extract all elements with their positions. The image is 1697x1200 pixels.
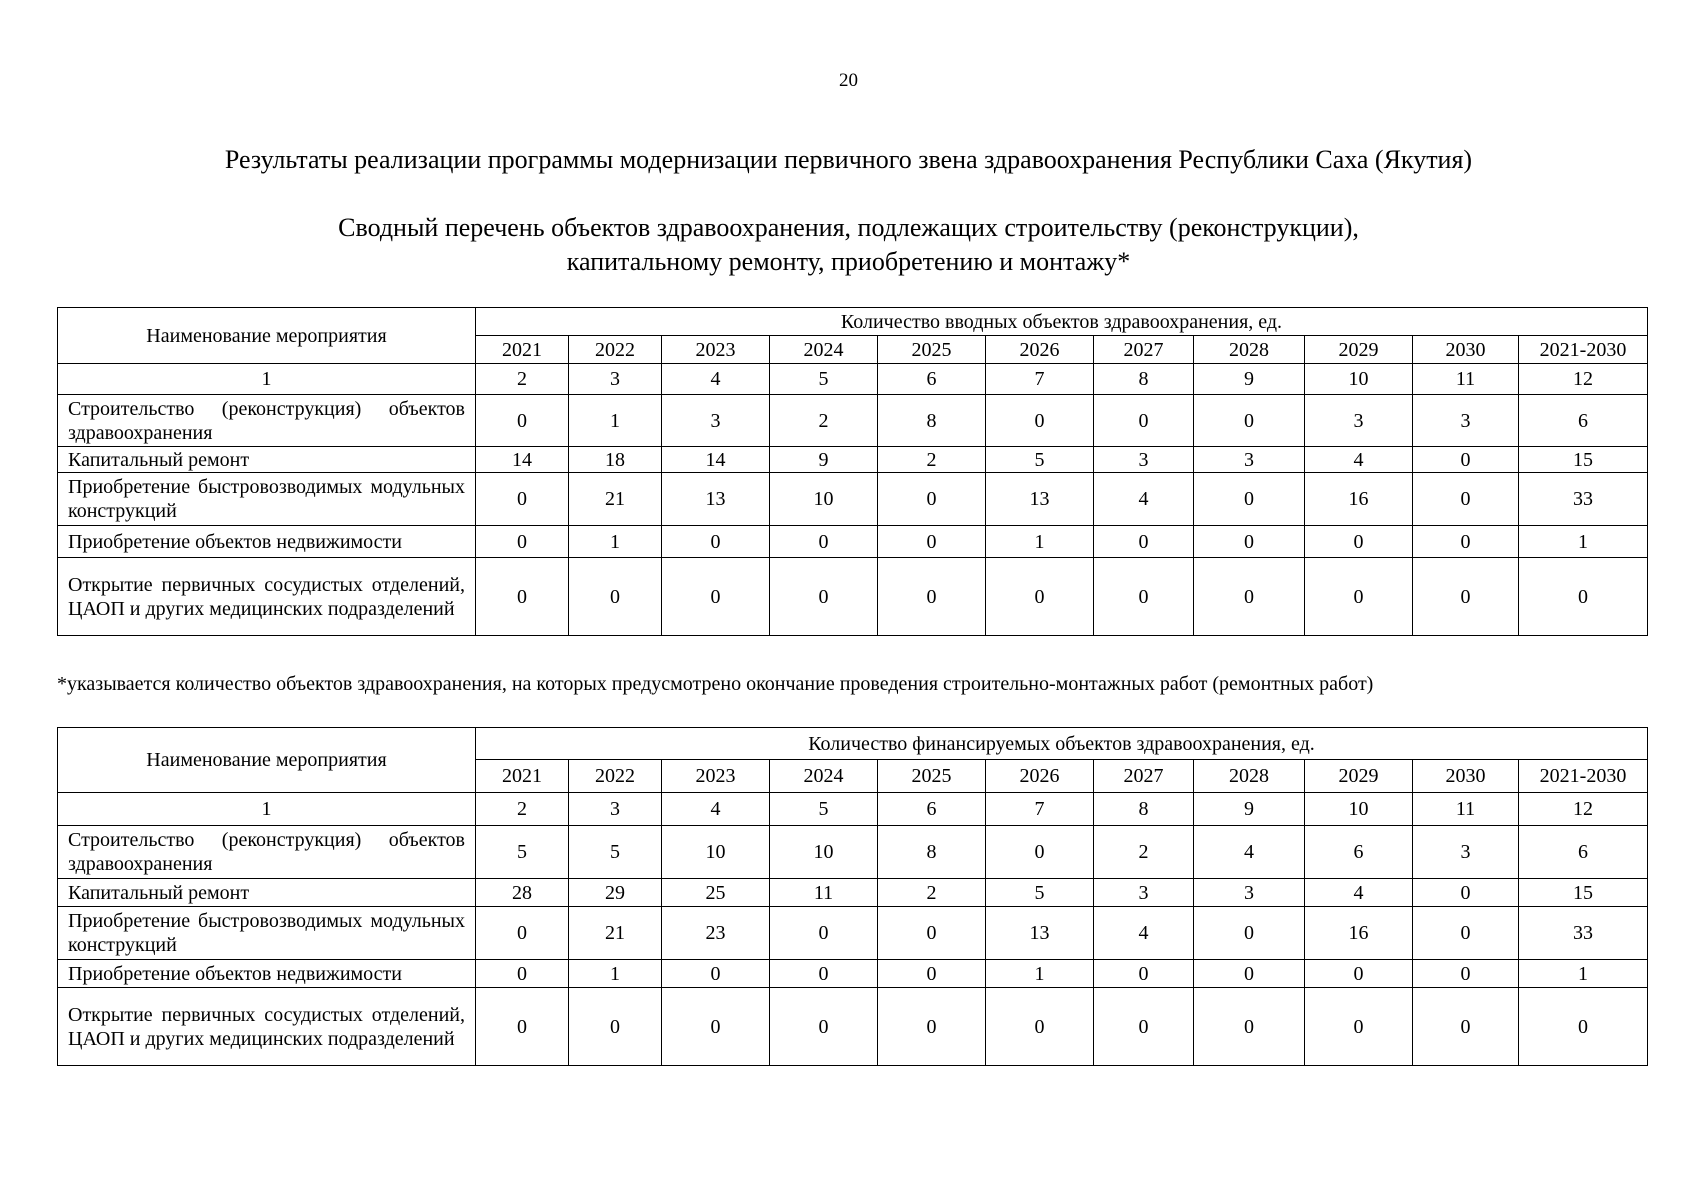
cell-value: 13 bbox=[986, 473, 1094, 526]
year-header: 2026 bbox=[986, 336, 1094, 364]
cell-value: 3 bbox=[1413, 826, 1519, 879]
cell-value: 0 bbox=[1094, 526, 1194, 558]
cell-value: 1 bbox=[1519, 960, 1648, 988]
footnote: *указывается количество объектов здравоохранения, на которых предусмотрено окончание проведения строительно-монтажных работ (ремонтных работ) bbox=[57, 673, 1374, 695]
cell-value: 0 bbox=[878, 558, 986, 636]
cell-value: 1 bbox=[1519, 526, 1648, 558]
year-header: 2025 bbox=[878, 336, 986, 364]
cell-value: 18 bbox=[569, 447, 662, 473]
subtitle-line-1: Сводный перечень объектов здравоохранения, подлежащих строительству (реконструкции), bbox=[338, 213, 1359, 242]
cell-value: 23 bbox=[662, 907, 770, 960]
cell-value: 0 bbox=[476, 473, 569, 526]
cell-value: 0 bbox=[986, 558, 1094, 636]
cell-value: 5 bbox=[476, 826, 569, 879]
column-number: 1 bbox=[58, 364, 476, 395]
cell-value: 0 bbox=[1094, 558, 1194, 636]
cell-value: 0 bbox=[1305, 960, 1413, 988]
table-row bbox=[58, 526, 1648, 558]
year-header: 2026 bbox=[986, 760, 1094, 793]
year-header: 2025 bbox=[878, 760, 986, 793]
cell-value: 0 bbox=[1194, 960, 1305, 988]
cell-value: 25 bbox=[662, 879, 770, 907]
cell-value: 0 bbox=[569, 988, 662, 1066]
cell-value: 0 bbox=[662, 960, 770, 988]
year-header: 2028 bbox=[1194, 336, 1305, 364]
cell-value: 2 bbox=[770, 395, 878, 447]
row-name: Открытие первичных сосудистых отделений, ЦАОП и других медицинских подразделений bbox=[58, 988, 476, 1066]
cell-value: 13 bbox=[986, 907, 1094, 960]
cell-value: 0 bbox=[1413, 473, 1519, 526]
cell-value: 0 bbox=[662, 558, 770, 636]
cell-value: 1 bbox=[569, 395, 662, 447]
cell-value: 3 bbox=[1094, 447, 1194, 473]
column-number: 12 bbox=[1519, 793, 1648, 826]
column-number: 4 bbox=[662, 364, 770, 395]
cell-value: 0 bbox=[1194, 395, 1305, 447]
name-column-header: Наименование мероприятия bbox=[58, 308, 476, 364]
cell-value: 5 bbox=[986, 879, 1094, 907]
column-number: 7 bbox=[986, 364, 1094, 395]
column-number: 12 bbox=[1519, 364, 1648, 395]
cell-value: 13 bbox=[662, 473, 770, 526]
row-name: Приобретение объектов недвижимости bbox=[58, 960, 476, 988]
cell-value: 0 bbox=[1413, 526, 1519, 558]
cell-value: 1 bbox=[986, 960, 1094, 988]
cell-value: 0 bbox=[1094, 395, 1194, 447]
cell-value: 0 bbox=[662, 526, 770, 558]
cell-value: 33 bbox=[1519, 473, 1648, 526]
cell-value: 0 bbox=[1305, 526, 1413, 558]
subtitle-line-2: капитальному ремонту, приобретению и монтажу* bbox=[566, 247, 1131, 276]
table-row bbox=[58, 447, 1648, 473]
year-header: 2030 bbox=[1413, 336, 1519, 364]
cell-value: 4 bbox=[1305, 447, 1413, 473]
cell-value: 2 bbox=[878, 879, 986, 907]
cell-value: 0 bbox=[878, 473, 986, 526]
year-header: 2022 bbox=[569, 760, 662, 793]
year-header: 2030 bbox=[1413, 760, 1519, 793]
column-number: 5 bbox=[770, 364, 878, 395]
cell-value: 1 bbox=[569, 526, 662, 558]
cell-value: 0 bbox=[1519, 988, 1648, 1066]
cell-value: 2 bbox=[1094, 826, 1194, 879]
cell-value: 0 bbox=[878, 960, 986, 988]
cell-value: 6 bbox=[1305, 826, 1413, 879]
cell-value: 0 bbox=[1413, 447, 1519, 473]
cell-value: 33 bbox=[1519, 907, 1648, 960]
year-header: 2023 bbox=[662, 336, 770, 364]
cell-value: 0 bbox=[476, 907, 569, 960]
cell-value: 10 bbox=[770, 473, 878, 526]
column-number: 10 bbox=[1305, 793, 1413, 826]
column-number: 9 bbox=[1194, 364, 1305, 395]
cell-value: 0 bbox=[770, 988, 878, 1066]
column-number: 3 bbox=[569, 364, 662, 395]
row-name: Строительство (реконструкция) объектов здравоохранения bbox=[58, 826, 476, 879]
cell-value: 0 bbox=[476, 395, 569, 447]
row-name: Капитальный ремонт bbox=[58, 447, 476, 473]
page-subtitle bbox=[0, 211, 1697, 279]
cell-value: 3 bbox=[1305, 395, 1413, 447]
column-number: 10 bbox=[1305, 364, 1413, 395]
column-number: 8 bbox=[1094, 364, 1194, 395]
cell-value: 21 bbox=[569, 907, 662, 960]
cell-value: 0 bbox=[1194, 907, 1305, 960]
year-header: 2023 bbox=[662, 760, 770, 793]
financed-objects-table bbox=[57, 727, 1648, 1066]
cell-value: 4 bbox=[1194, 826, 1305, 879]
cell-value: 0 bbox=[476, 988, 569, 1066]
year-header: 2021-2030 bbox=[1519, 760, 1648, 793]
cell-value: 16 bbox=[1305, 907, 1413, 960]
cell-value: 6 bbox=[1519, 395, 1648, 447]
cell-value: 16 bbox=[1305, 473, 1413, 526]
cell-value: 0 bbox=[476, 558, 569, 636]
row-name: Приобретение быстровозводимых модульных конструкций bbox=[58, 907, 476, 960]
row-name: Приобретение объектов недвижимости bbox=[58, 526, 476, 558]
cell-value: 21 bbox=[569, 473, 662, 526]
cell-value: 28 bbox=[476, 879, 569, 907]
table-row bbox=[58, 988, 1648, 1066]
year-header: 2021 bbox=[476, 336, 569, 364]
cell-value: 0 bbox=[1519, 558, 1648, 636]
column-number: 6 bbox=[878, 364, 986, 395]
column-number: 6 bbox=[878, 793, 986, 826]
year-header: 2029 bbox=[1305, 760, 1413, 793]
commissioned-objects-table bbox=[57, 307, 1648, 636]
column-number: 5 bbox=[770, 793, 878, 826]
column-number: 2 bbox=[476, 793, 569, 826]
row-name: Строительство (реконструкция) объектов здравоохранения bbox=[58, 395, 476, 447]
cell-value: 0 bbox=[1194, 558, 1305, 636]
cell-value: 0 bbox=[770, 526, 878, 558]
table-row bbox=[58, 558, 1648, 636]
cell-value: 15 bbox=[1519, 879, 1648, 907]
group-column-header: Количество вводных объектов здравоохранения, ед. bbox=[476, 308, 1648, 336]
column-number: 1 bbox=[58, 793, 476, 826]
name-column-header: Наименование мероприятия bbox=[58, 728, 476, 793]
cell-value: 0 bbox=[1413, 960, 1519, 988]
page-title: Результаты реализации программы модернизации первичного звена здравоохранения Республики Саха (Якутия) bbox=[224, 145, 1473, 174]
cell-value: 0 bbox=[1194, 526, 1305, 558]
cell-value: 0 bbox=[1413, 988, 1519, 1066]
cell-value: 10 bbox=[662, 826, 770, 879]
year-header: 2028 bbox=[1194, 760, 1305, 793]
table-row bbox=[58, 473, 1648, 526]
year-header: 2021-2030 bbox=[1519, 336, 1648, 364]
cell-value: 0 bbox=[770, 907, 878, 960]
row-name: Открытие первичных сосудистых отделений, ЦАОП и других медицинских подразделений bbox=[58, 558, 476, 636]
cell-value: 14 bbox=[476, 447, 569, 473]
page-number: 20 bbox=[839, 70, 858, 91]
column-number: 8 bbox=[1094, 793, 1194, 826]
cell-value: 11 bbox=[770, 879, 878, 907]
cell-value: 0 bbox=[1194, 988, 1305, 1066]
cell-value: 4 bbox=[1094, 473, 1194, 526]
cell-value: 0 bbox=[1094, 988, 1194, 1066]
table-row bbox=[58, 826, 1648, 879]
cell-value: 0 bbox=[986, 988, 1094, 1066]
cell-value: 0 bbox=[986, 826, 1094, 879]
cell-value: 0 bbox=[878, 907, 986, 960]
column-number: 9 bbox=[1194, 793, 1305, 826]
table-row bbox=[58, 960, 1648, 988]
cell-value: 0 bbox=[1194, 473, 1305, 526]
column-number: 3 bbox=[569, 793, 662, 826]
cell-value: 0 bbox=[1413, 558, 1519, 636]
cell-value: 3 bbox=[662, 395, 770, 447]
year-header: 2021 bbox=[476, 760, 569, 793]
cell-value: 9 bbox=[770, 447, 878, 473]
cell-value: 0 bbox=[1094, 960, 1194, 988]
cell-value: 5 bbox=[986, 447, 1094, 473]
cell-value: 3 bbox=[1194, 447, 1305, 473]
cell-value: 0 bbox=[476, 526, 569, 558]
year-header: 2022 bbox=[569, 336, 662, 364]
cell-value: 14 bbox=[662, 447, 770, 473]
column-number: 7 bbox=[986, 793, 1094, 826]
cell-value: 3 bbox=[1194, 879, 1305, 907]
cell-value: 0 bbox=[878, 988, 986, 1066]
cell-value: 3 bbox=[1413, 395, 1519, 447]
cell-value: 0 bbox=[770, 960, 878, 988]
cell-value: 0 bbox=[476, 960, 569, 988]
cell-value: 0 bbox=[1305, 988, 1413, 1066]
cell-value: 1 bbox=[569, 960, 662, 988]
table-row bbox=[58, 907, 1648, 960]
cell-value: 8 bbox=[878, 826, 986, 879]
row-name: Приобретение быстровозводимых модульных конструкций bbox=[58, 473, 476, 526]
column-number: 11 bbox=[1413, 793, 1519, 826]
row-name: Капитальный ремонт bbox=[58, 879, 476, 907]
cell-value: 4 bbox=[1305, 879, 1413, 907]
cell-value: 29 bbox=[569, 879, 662, 907]
cell-value: 0 bbox=[1413, 907, 1519, 960]
year-header: 2024 bbox=[770, 760, 878, 793]
cell-value: 0 bbox=[770, 558, 878, 636]
cell-value: 0 bbox=[662, 988, 770, 1066]
cell-value: 1 bbox=[986, 526, 1094, 558]
cell-value: 0 bbox=[1413, 879, 1519, 907]
cell-value: 2 bbox=[878, 447, 986, 473]
year-header: 2024 bbox=[770, 336, 878, 364]
table-row bbox=[58, 395, 1648, 447]
cell-value: 0 bbox=[878, 526, 986, 558]
cell-value: 6 bbox=[1519, 826, 1648, 879]
cell-value: 0 bbox=[569, 558, 662, 636]
cell-value: 0 bbox=[986, 395, 1094, 447]
column-number: 11 bbox=[1413, 364, 1519, 395]
cell-value: 5 bbox=[569, 826, 662, 879]
cell-value: 3 bbox=[1094, 879, 1194, 907]
column-number: 4 bbox=[662, 793, 770, 826]
group-column-header: Количество финансируемых объектов здравоохранения, ед. bbox=[476, 728, 1648, 760]
cell-value: 4 bbox=[1094, 907, 1194, 960]
cell-value: 10 bbox=[770, 826, 878, 879]
cell-value: 8 bbox=[878, 395, 986, 447]
table-row bbox=[58, 879, 1648, 907]
year-header: 2029 bbox=[1305, 336, 1413, 364]
cell-value: 0 bbox=[1305, 558, 1413, 636]
year-header: 2027 bbox=[1094, 336, 1194, 364]
cell-value: 15 bbox=[1519, 447, 1648, 473]
column-number: 2 bbox=[476, 364, 569, 395]
year-header: 2027 bbox=[1094, 760, 1194, 793]
